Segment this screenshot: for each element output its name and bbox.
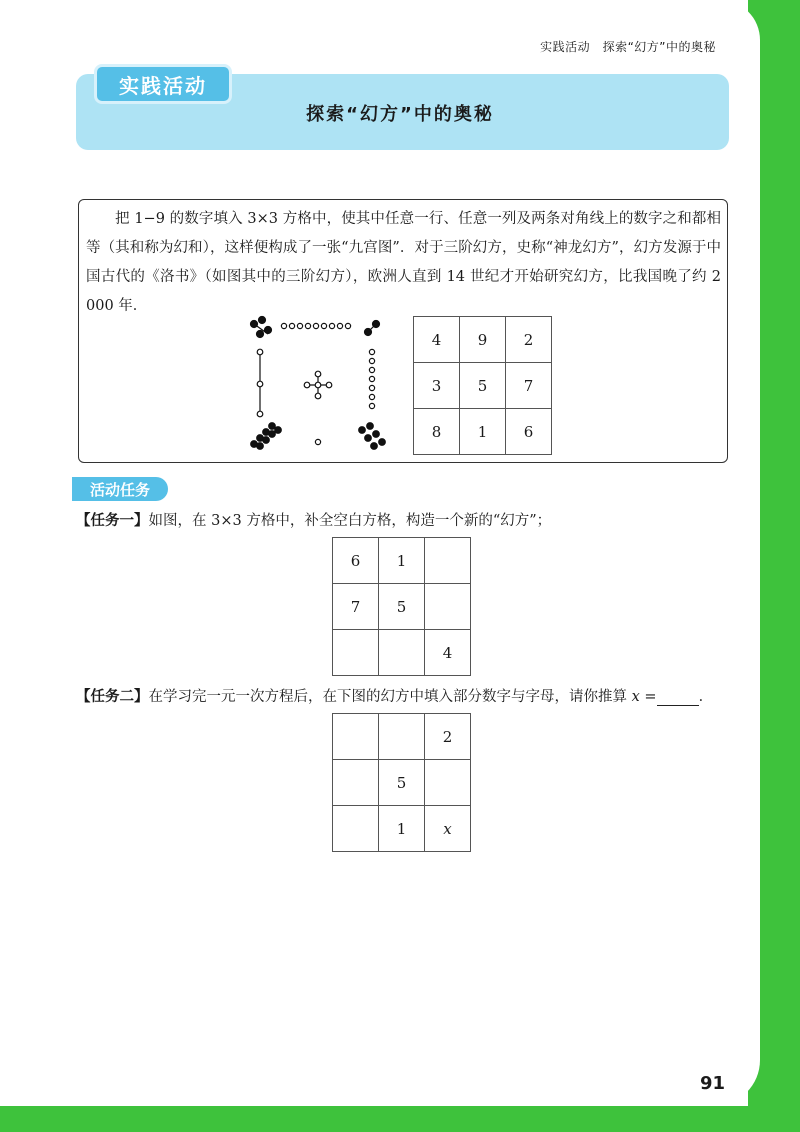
cell: 2 <box>506 317 552 363</box>
cell[interactable]: x <box>425 806 471 852</box>
cell: 3 <box>414 363 460 409</box>
task-two <box>76 685 713 706</box>
cell[interactable] <box>333 630 379 676</box>
banner-tag: 实践活动 <box>94 64 232 104</box>
activity-tag: 活动任务 <box>72 477 168 501</box>
variable-x: x <box>631 689 640 705</box>
cell: 7 <box>506 363 552 409</box>
cell: 8 <box>414 409 460 455</box>
task-two-end: ． <box>698 689 714 705</box>
cell[interactable] <box>333 806 379 852</box>
cell[interactable]: 2 <box>425 714 471 760</box>
task-one <box>76 509 551 530</box>
cell[interactable]: 6 <box>333 538 379 584</box>
cell[interactable] <box>379 714 425 760</box>
answer-blank[interactable] <box>657 691 699 706</box>
task-two-text: 在学习完一元一次方程后，在下图的幻方中填入部分数字与字母，请你推算 <box>148 689 632 705</box>
cell[interactable]: 7 <box>333 584 379 630</box>
luoshu-diagram <box>244 314 394 454</box>
intro-text: 把 1−9 的数字填入 3×3 方格中，使其中任意一行、任意一列及两条对角线上的数字之和都相等（其和称为幻和），这样便构成了一张“九宫图”．对于三阶幻方，史称“神龙幻方”，幻方发源于中国古代的《洛书》（如图其中的三阶幻方），欧洲人直到 14 世纪才开始研究幻方，比我国晚了约 2 000 年． <box>86 211 721 314</box>
cell[interactable]: 5 <box>379 760 425 806</box>
cell: 6 <box>506 409 552 455</box>
cell[interactable] <box>379 630 425 676</box>
cell[interactable] <box>425 760 471 806</box>
cell[interactable]: 5 <box>379 584 425 630</box>
task-one-label: 【任务一】 <box>76 513 149 529</box>
task-two-eq: = <box>639 689 657 705</box>
task-one-grid <box>332 537 471 676</box>
cell: 1 <box>460 409 506 455</box>
cell[interactable]: 4 <box>425 630 471 676</box>
cell: 4 <box>414 317 460 363</box>
task-two-label: 【任务二】 <box>76 689 149 705</box>
cell[interactable]: 1 <box>379 806 425 852</box>
page-title: 探索“幻方”中的奥秘 <box>306 104 494 125</box>
task-one-text: 如图，在 3×3 方格中，补全空白方格，构造一个新的“幻方”； <box>148 513 552 529</box>
running-head: 实践活动 探索“幻方”中的奥秘 <box>540 40 716 54</box>
task-two-grid <box>332 713 471 852</box>
cell: 9 <box>460 317 506 363</box>
cell[interactable] <box>333 714 379 760</box>
cell[interactable]: 1 <box>379 538 425 584</box>
luoshu-magic-square <box>413 316 552 455</box>
cell[interactable] <box>333 760 379 806</box>
cell[interactable] <box>425 584 471 630</box>
page-number: 91 <box>700 1073 726 1094</box>
cell[interactable] <box>425 538 471 584</box>
cell: 5 <box>460 363 506 409</box>
